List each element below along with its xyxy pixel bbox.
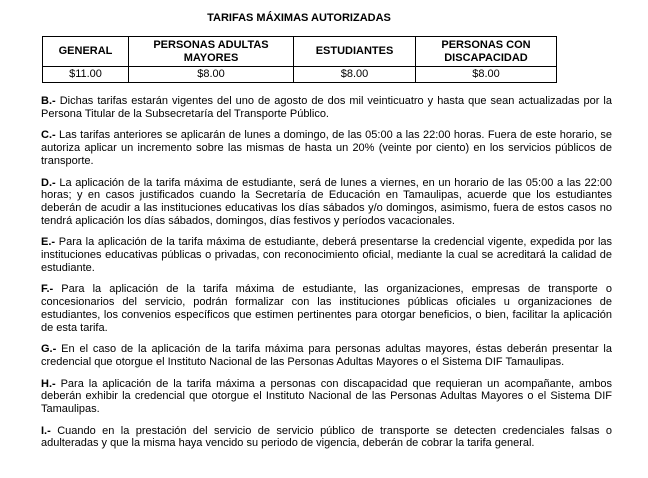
tariff-table <box>42 36 557 83</box>
paragraph-g-text: En el caso de la aplicación de la tarifa máxima para personas adultas mayores, éstas deberán presentar la credencial que otorgue el Instituto Nacional de las Personas Adultas Mayores o el Sistema DIF Tamaulipas. <box>41 343 612 368</box>
page-title: TARIFAS MÁXIMAS AUTORIZADAS <box>207 12 391 24</box>
paragraph-h <box>41 378 612 416</box>
paragraph-i <box>41 425 612 450</box>
paragraph-c-prefix: C.- <box>41 129 56 142</box>
paragraph-d <box>41 177 612 228</box>
tariff-header-personas-adultas-mayores: PERSONAS ADULTAS MAYORES <box>129 37 294 67</box>
paragraph-e-prefix: E.- <box>41 236 56 249</box>
paragraph-h-prefix: H.- <box>41 377 56 390</box>
tariff-header-personas-con-discapacidad: PERSONAS CON DISCAPACIDAD <box>416 37 557 67</box>
paragraph-g <box>41 343 612 368</box>
paragraph-h-text: Para la aplicación de la tarifa máxima a personas con discapacidad que requieran un acompañante, ambos deberán exhibir la credencial que otorgue el Instituto Nacional de las Personas Adultas Mayores o el Sistema DIF Tamaulipas. <box>41 377 612 416</box>
document-body <box>41 95 612 450</box>
tariff-header-row <box>43 37 557 67</box>
paragraph-f <box>41 283 612 334</box>
paragraph-e-text: Para la aplicación de la tarifa máxima de estudiante, deberá presentarse la credencial vigente, expedida por las instituciones educativas públicas o privadas, con reconocimiento oficial, mediante la cual se acreditará la calidad de estudiante. <box>41 236 612 274</box>
tariff-value-row <box>43 67 557 83</box>
paragraph-d-text: La aplicación de la tarifa máxima de estudiante, será de lunes a viernes, en un horario de las 05:00 a las 22:00 horas; y en casos justificados cuando la Secretaría de Educación en Tamaulipas, acuerde que los estudiantes deberán de acudir a las instituciones educativas los días sábados y/o domingos, asimismo, fuera de estos casos no tendrá aplicación los días sábados, domingos, días festivos y períodos vacacionales. <box>41 176 613 227</box>
tariff-value-personas-adultas-mayores: $8.00 <box>129 67 294 83</box>
paragraph-c <box>41 129 612 167</box>
tariff-value-estudiantes: $8.00 <box>294 67 416 83</box>
paragraph-i-prefix: I.- <box>41 424 51 437</box>
paragraph-b-text: Dichas tarifas estarán vigentes del uno de agosto de dos mil veinticuatro y hasta que sean actualizadas por la Persona Titular de la Subsecretaría del Transporte Público. <box>41 95 612 120</box>
paragraph-i-text: Cuando en la prestación del servicio de servicio público de transporte se detecten credenciales falsas o adulteradas y que la misma haya vencido su periodo de vigencia, deberán de cobrar la tarifa general. <box>41 424 612 450</box>
tariff-value-general: $11.00 <box>43 67 129 83</box>
paragraph-f-prefix: F.- <box>41 283 54 296</box>
paragraph-c-text: Las tarifas anteriores se aplicarán de lunes a domingo, de las 05:00 a las 22:00 horas. Fuera de este horario, se autoriza aplicar un incremento sobre las mismas de hasta un 20% (veinte por ciento) en los servicios públicos de transporte. <box>41 129 612 167</box>
paragraph-g-prefix: G.- <box>41 343 57 356</box>
tariff-header-estudiantes: ESTUDIANTES <box>294 37 416 67</box>
paragraph-f-text: Para la aplicación de la tarifa máxima de estudiante, las organizaciones, empresas de transporte o concesionarios del servicio, podrán formalizar con las instituciones públicas oficiales u organizaciones de estudiantes, los convenios específicos que estimen pertinentes para otorgar beneficios, o bien, facilitar la aplicación de esta tarifa. <box>41 283 612 334</box>
paragraph-e <box>41 236 612 274</box>
paragraph-b <box>41 95 612 120</box>
tariff-header-general: GENERAL <box>43 37 129 67</box>
tariff-value-personas-con-discapacidad: $8.00 <box>416 67 557 83</box>
paragraph-b-prefix: B.- <box>41 95 56 107</box>
paragraph-d-prefix: D.- <box>41 176 56 189</box>
